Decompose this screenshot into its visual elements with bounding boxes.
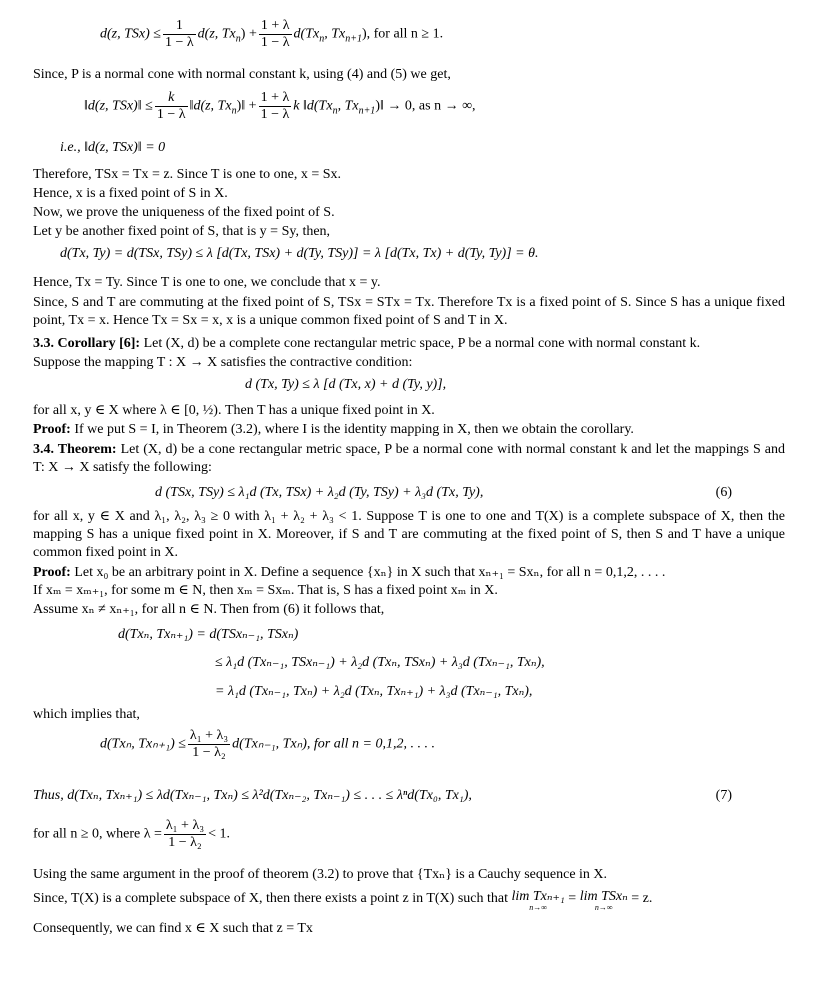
norm-frac1: $\frac{k}{1 - \lambda}$ xyxy=(156,90,186,122)
theorem-paragraph: 3.4. Theorem: Let (X, d) be a cone rectangular metric space, P be a normal cone with normal constant k and let the mappings S and T: X → X satisfy the following: xyxy=(33,442,786,475)
equation-corollary: d (Tx, Ty) ≤ λ [d (Tx, x) + d (Ty, y)], xyxy=(245,377,447,392)
let-y-line: Let y be another fixed point of S, that is y = Sy, then, xyxy=(33,224,331,239)
theorem-heading: 3.4. Theorem: xyxy=(33,442,117,457)
chain-step-3: = λ₁d (Txₙ₋₁, Txₙ) + λ₂d (Txₙ, Txₙ₊₁) + λ₃d (Txₙ₋₁, Txₙ), xyxy=(215,684,533,699)
chain-step-2: ≤ λ₁d (Txₙ₋₁, TSxₙ₋₁) + λ₂d (Txₙ, TSxₙ) + λ₃d (Txₙ₋₁, Txₙ), xyxy=(215,655,545,670)
hence-fixed-line: Hence, x is a fixed point of S in X. xyxy=(33,186,228,201)
for-all-half-line: for all x, y ∈ X where λ ∈ [0, ½). Then T has a unique fixed point in X. xyxy=(33,403,435,418)
for-all-where-line: for all n ≥ 0, where λ = $\frac{\text{λ₁ + λ₃}}{\text{1 − λ₂}}$ < 1. xyxy=(33,818,231,850)
eq-top-lhs: d(z, TSx) ≤ xyxy=(100,26,161,42)
since-commuting-paragraph: Since, S and T are commuting at the fixed point of S, TSx = STx = Tx. Therefore Tx is a fixed point of S. Since S has a unique fixed point, Tx = x. Hence Tx = Sx = x, x is a unique common fixed point of S and T in X. xyxy=(33,295,785,328)
hence-tx-line: Hence, Tx = Ty. Since T is one to one, we conclude that x = y. xyxy=(33,275,381,290)
now-prove-line: Now, we prove the uniqueness of the fixed point of S. xyxy=(33,205,335,220)
therefore-line: Therefore, TSx = Tx = z. Since T is one to one, x = Sx. xyxy=(33,167,342,182)
for-all-lambdas-paragraph: for all x, y ∈ X and λ₁, λ₂, λ₃ ≥ 0 with λ₁ + λ₂ + λ₃ < 1. Suppose T is one to one and T(X) is a complete subspace of X, then the mapping S has a unique fixed point in X. Moreover, if S and T are commuting at the fixed point of S, then S and T have a unique common fixed point in X. xyxy=(33,509,785,560)
proof2-line: Proof: Let x₀ be an arbitrary point in X. Define a sequence {xₙ} in X such that xₙ₊₁ = Sxₙ, for all n = 0,1,2, . . . . xyxy=(33,565,666,580)
norm-frac2: $\frac{1 + \lambda}{1 - \lambda}$ xyxy=(260,90,290,122)
assume-line: Assume xₙ ≠ xₙ₊₁, for all n ∈ N. Then from (6) it follows that, xyxy=(33,602,385,617)
since-complete-line: Since, T(X) is a complete subspace of X, then there exists a point z in T(X) such that lim Txₙ₊₁ n→∞ = lim TSxₙ n→∞ = z. xyxy=(33,889,653,912)
equation-implication: d(Txₙ, Txₙ₊₁) ≤ $\frac{\text{λ₁ + λ₃}}{\text{1 − λ₂}}$ d(Txₙ₋₁, Txₙ), for all n = 0,1,2, . . . . xyxy=(100,728,435,760)
proof1-heading: Proof: xyxy=(33,422,71,437)
corollary-heading: 3.3. Corollary [6]: xyxy=(33,336,141,351)
proof1-line: Proof: If we put S = I, in Theorem (3.2), where I is the identity mapping in X, then we obtain the corollary. xyxy=(33,422,634,437)
consequently-line: Consequently, we can find x ∈ X such that z = Tx xyxy=(33,921,313,936)
if-xm-line: If xₘ = xₘ₊₁, for some m ∈ N, then xₘ = Sxₘ. That is, S has a fixed point xₘ in X. xyxy=(33,583,498,598)
equation-7-number: (7) xyxy=(715,788,732,803)
chain-step-1: d(Txₙ, Txₙ₊₁) = d(TSxₙ₋₁, TSxₙ) xyxy=(118,627,299,642)
eq-top-frac1: $\frac{1}{1 - \lambda}$ xyxy=(164,18,194,50)
suppose-mapping-line: Suppose the mapping T : X → X satisfies the contractive condition: xyxy=(33,355,413,370)
proof2-heading: Proof: xyxy=(33,565,71,580)
limit-1: lim Txₙ₊₁ n→∞ xyxy=(511,889,565,912)
corollary-paragraph: 3.3. Corollary [6]: Let (X, d) be a complete cone rectangular metric space, P be a normal cone with normal constant k. xyxy=(33,336,701,351)
lambda-frac: $\frac{\text{λ₁ + λ₃}}{\text{1 − λ₂}}$ xyxy=(165,818,205,850)
which-implies-line: which implies that, xyxy=(33,707,140,722)
equation-norm: ‖d(z, TSx)‖ ≤ $\frac{k}{1 - \lambda}$ ‖d(z, $Tx_n)‖$ + $\frac{1 + \lambda}{1 - \lambda}$ k $‖d(Tx_n$, $Tx_{n+1})‖ \to 0$, as n → ∞, xyxy=(84,90,476,122)
eq-top-frac2: $\frac{1 + \lambda}{1 - \lambda}$ xyxy=(260,18,290,50)
limit-2: lim TSxₙ n→∞ xyxy=(579,889,628,912)
implication-frac: $\frac{\text{λ₁ + λ₃}}{\text{1 − λ₂}}$ xyxy=(189,728,229,760)
equation-uniqueness: d(Tx, Ty) = d(TSx, TSy) ≤ λ [d(Tx, TSx) + d(Ty, TSy)] = λ [d(Tx, Tx) + d(Ty, Ty)] = θ. xyxy=(60,246,539,261)
using-same-line: Using the same argument in the proof of theorem (3.2) to prove that {Txₙ} is a Cauchy sequence in X. xyxy=(33,867,608,882)
ie-line: i.e., ‖d(z, TSx)‖ = 0 xyxy=(60,140,166,155)
equation-top: d(z, TSx) ≤ $\frac{1}{1 - \lambda}$ d(z, $Tx_n$) + $\frac{1 + \lambda}{1 - \lambda}$ $d(Tx_n$, $Tx_{n+1}$), for all n ≥ 1. xyxy=(100,18,444,50)
equation-6: d (TSx, TSy) ≤ λ₁d (Tx, TSx) + λ₂d (Ty, TSy) + λ₃d (Tx, Ty), xyxy=(155,485,484,500)
thus-line: Thus, d(Txₙ, Txₙ₊₁) ≤ λd(Txₙ₋₁, Txₙ) ≤ λ²d(Txₙ₋₂, Txₙ₋₁) ≤ . . . ≤ λⁿd(Tx₀, Tx₁), xyxy=(33,788,472,803)
equation-6-number: (6) xyxy=(715,485,732,500)
since-normal-text: Since, P is a normal cone with normal constant k, using (4) and (5) we get, xyxy=(33,67,451,82)
